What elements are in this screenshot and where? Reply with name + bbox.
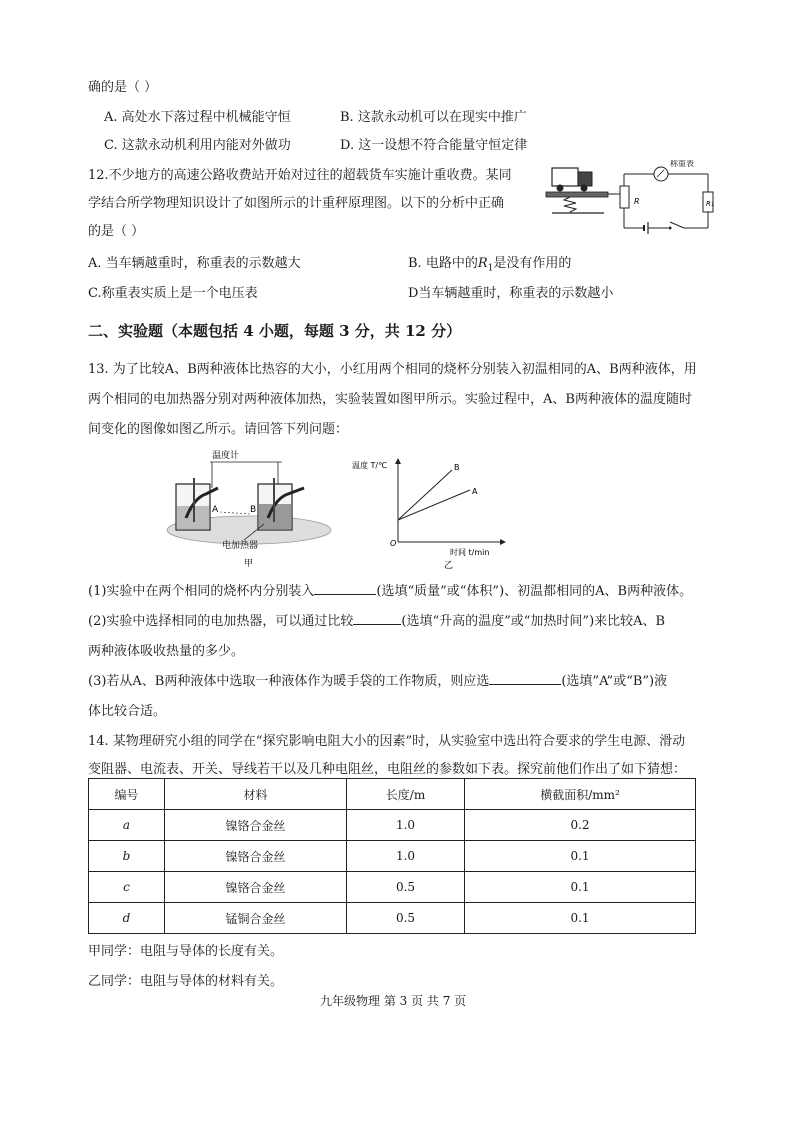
liquid-a-label: A [212,505,219,515]
resistance-wire-table [88,778,696,934]
hypothesis-yi: 乙同学：电阻与导体的材料有关。 [88,974,284,989]
table-row: b 镍铬合金丝 1.0 0.1 [89,841,696,872]
graph-xlabel: 时间 t/min [450,548,490,557]
q11-option-b: B. 这款永动机可以在现实中推广 [340,110,527,125]
page-footer: 九年级物理 第 3 页 共 7 页 [320,994,467,1008]
heater-label: 电加热器 [222,541,259,551]
hypothesis-jia: 甲同学：电阻与导体的长度有关。 [88,944,284,959]
q13-part2-cont: 两种液体吸收热量的多少。 [88,644,245,659]
q12-stem-line2: 学结合所学物理知识设计了如图所示的计重秤原理图。以下的分析中正确 [88,196,505,211]
q13-stem-line1: 13. 为了比较A、B两种液体比热容的大小，小红用两个相同的烧杯分别装入初温相同的A、B两种液体，用 [88,362,697,377]
q13-part1: (1)实验中在两个相同的烧杯内分别装入 (选填“质量”或“体积”)、初温都相同的A、B两种液体。 [88,584,693,599]
header-length: 长度/m [347,779,465,810]
q13-part2: (2)实验中选择相同的电加热器，可以通过比较 (选填“升高的温度”或“加热时间”)来比较A、B [88,614,666,629]
table-row: d 锰铜合金丝 0.5 0.1 [89,903,696,934]
temperature-time-graph [352,456,512,570]
q13-stem-line2: 两个相同的电加热器分别对两种液体加热，实验装置如图甲所示。实验过程中，A、B两种液体的温度随时 [88,392,692,407]
thermometer-label: 温度计 [212,451,240,461]
q12-stem-line1: 12.不少地方的高速公路收费站开始对过往的超载货车实施计重收费。某同 [88,168,512,183]
section-title: 二、实验题（本题包括 4 小题，每题 3 分，共 12 分） [88,322,462,340]
weighing-scale-circuit-figure [544,160,720,236]
header-area: 横截面积/mm² [465,779,696,810]
line-b-label: B [454,463,460,472]
q13-part3: (3)若从A、B两种液体中选取一种液体作为暖手袋的工作物质，则应选 (选填”A”或“B”)液 [88,674,668,689]
resistor-r-label: R [634,197,640,206]
table-row: a 镍铬合金丝 1.0 0.2 [89,810,696,841]
weighing-meter-label: 称重表 [670,160,694,168]
figure-yi-caption: 乙 [444,561,454,570]
header-id: 编号 [89,779,165,810]
q12-option-b: B. 电路中的$R_1$是没有作用的 [408,256,572,274]
q12-option-c: C.称重表实质上是一个电压表 [88,286,258,301]
q12-option-d: D当车辆越重时，称重表的示数越小 [408,286,614,301]
q11-continuation: 确的是（ ） [88,80,158,95]
figure-jia-caption: 甲 [244,559,254,569]
graph-origin: O [390,539,397,548]
header-material: 材料 [165,779,347,810]
q12-option-a: A. 当车辆越重时，称重表的示数越大 [88,256,301,271]
q11-option-a: A. 高处水下落过程中机械能守恒 [104,110,291,125]
liquid-b-label: B [250,505,257,515]
resistor-r1-label: R₁ [706,200,714,208]
graph-ylabel: 温度 T/℃ [352,461,388,470]
q14-stem-line2: 变阻器、电流表、开关、导线若干以及几种电阻丝，电阻丝的参数如下表。探究前他们作出了如下猜想： [88,762,687,777]
line-b [398,470,452,520]
q13-part3-cont: 体比较合适。 [88,704,167,719]
table-header-row [89,779,696,810]
line-a [398,490,470,520]
q13-stem-line3: 间变化的图像如图乙所示。请回答下列问题： [88,422,349,437]
table-row: c 镍铬合金丝 0.5 0.1 [89,872,696,903]
q11-option-d: D. 这一设想不符合能量守恒定律 [340,138,528,153]
q11-option-c: C. 这款永动机利用内能对外做功 [104,138,291,153]
q14-stem-line1: 14. 某物理研究小组的同学在“探究影响电阻大小的因素”时，从实验室中选出符合要求的学生电源、滑动 [88,734,686,749]
line-a-label: A [472,487,478,496]
q12-stem-line3: 的是（ ） [88,224,145,239]
beaker-heating-figure [164,448,334,570]
